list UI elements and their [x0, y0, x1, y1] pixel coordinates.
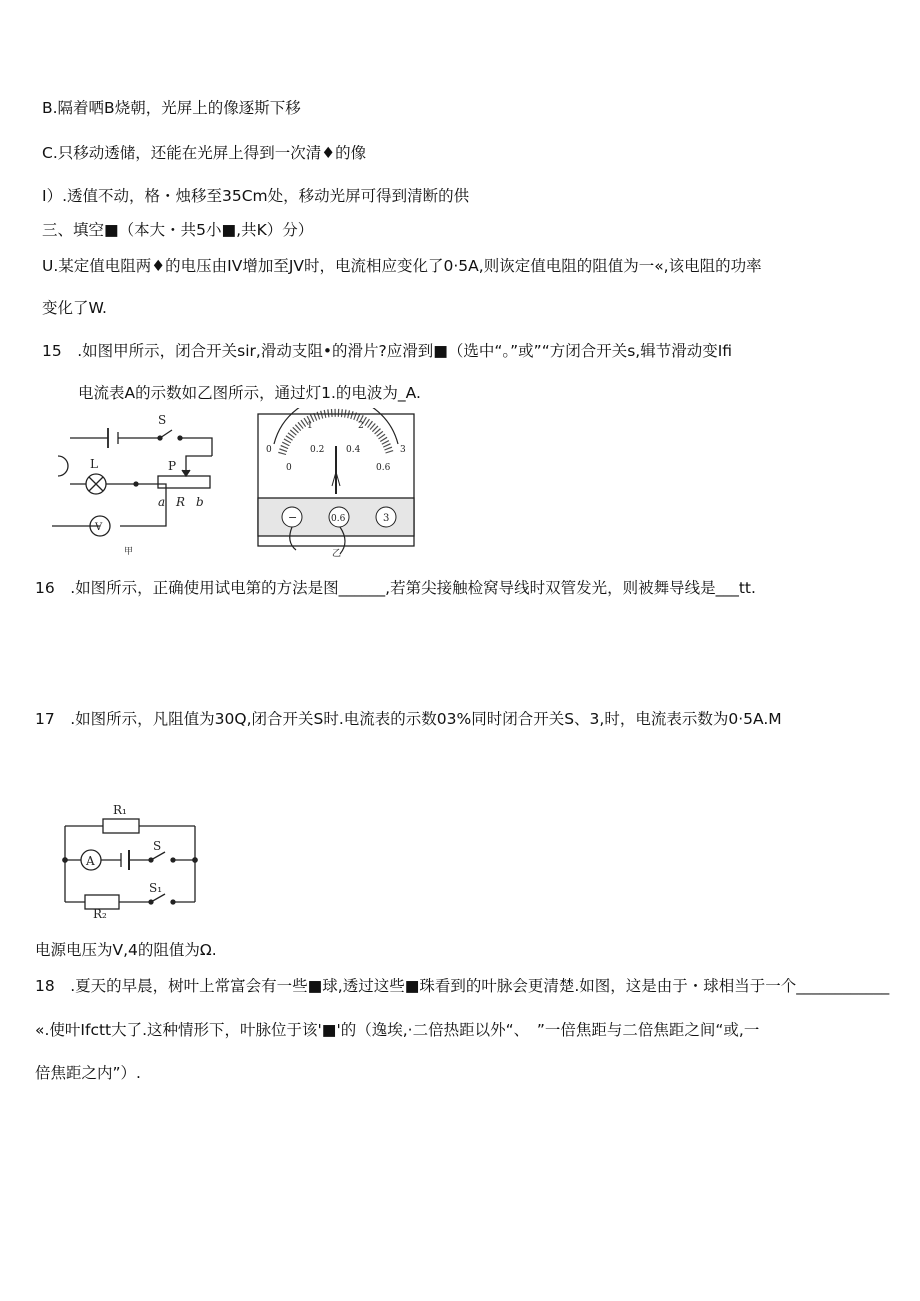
question-17: 17 .如图所示，凡阻值为30Q,闭合开关S时.电流表的示数03%同时闭合开关S、3,时，电流表示数为0·5A.M	[35, 710, 782, 728]
caption-jia: 甲	[124, 547, 134, 557]
scale-top-2: 2	[358, 421, 364, 431]
ammeter-label: A	[86, 854, 95, 868]
voltmeter-label: V	[95, 522, 103, 533]
question-17-line-2: 电源电压为V,4的阻值为Ω.	[35, 941, 217, 959]
rheostat-label: R	[176, 495, 186, 509]
question-15-line-2: 电流表A的示数如乙图所示，通过灯1.的电波为_A.	[78, 384, 421, 402]
scale-bottom-0-4: 0.4	[346, 445, 361, 455]
scale-bottom-0-6: 0.6	[376, 463, 391, 473]
scale-bottom-0-2: 0.2	[310, 445, 325, 455]
scale-top-0: 0	[266, 445, 272, 455]
section-heading: 三、填空■（本大・共5小■,共K）分）	[42, 221, 314, 239]
question-16: 16 .如图所示，正确使用试电第的方法是图______,若第尖接触检窝导线时双管发光，则被舞导线是___tt.	[35, 579, 756, 597]
terminal-3-label: 3	[383, 513, 390, 524]
question-15-line-1: 15 .如图甲所示，闭合开关sir,滑动支阻•的滑片?应滑到■（选中“。”或”“方闭合开关s,辑节滑动变Ifi	[42, 342, 733, 360]
question-18-line-1: 18 .夏天的早晨，树叶上常富会有一些■球,透过这些■珠看到的叶脉会更清楚.如图，这是由于・球相当于一个____________	[35, 977, 890, 995]
scale-top-3: 3	[400, 445, 406, 455]
switch-s1-label: S₁	[149, 881, 163, 895]
resistor-r1-icon	[103, 819, 139, 833]
r1-label: R₁	[113, 803, 127, 817]
question-14-line-1: U.某定值电阻两♦的电压由IV增加至JV时，电流相应变化了0·5A,则诙定值电阻的阻值为一«,该电阻的功率	[42, 257, 762, 275]
option-c: C.只移动透储，还能在光屏上得到一次清♦的像	[42, 144, 367, 162]
ammeter-diagram-yi	[258, 408, 414, 554]
slider-label: P	[168, 459, 177, 473]
end-b-label: b	[196, 495, 204, 509]
question-18-line-2: «.使叶Ifctt大了.这种情形下，叶脉位于该'■'的（逸埃,·二倍热距以外“、 ”一倍焦距与二倍焦距之间“或,一	[35, 1021, 760, 1039]
option-b: B.隔着哂B烧朝，光屏上的像逐斯下移	[42, 99, 301, 117]
lamp-label: L	[90, 457, 98, 471]
option-d: I）.透值不动，格・烛移至35Cm处，移动光屏可得到清断的供	[42, 187, 470, 205]
end-a-label: a	[158, 495, 166, 509]
question-18-line-3: 倍焦距之内”）.	[35, 1064, 141, 1082]
terminal-negative-label: −	[288, 511, 298, 524]
caption-yi: 乙	[332, 549, 342, 558]
switch-s-label: S	[153, 839, 162, 853]
figure-15	[40, 408, 430, 558]
scale-bottom-0: 0	[286, 463, 292, 473]
scale-top-1: 1	[307, 421, 313, 431]
r2-label: R₂	[93, 907, 107, 918]
switch-label: S	[158, 413, 167, 427]
terminal-0-6-label: 0.6	[331, 514, 346, 524]
figure-17	[55, 798, 205, 918]
circuit-diagram-jia	[52, 428, 212, 536]
question-14-line-2: 变化了W.	[42, 299, 107, 317]
